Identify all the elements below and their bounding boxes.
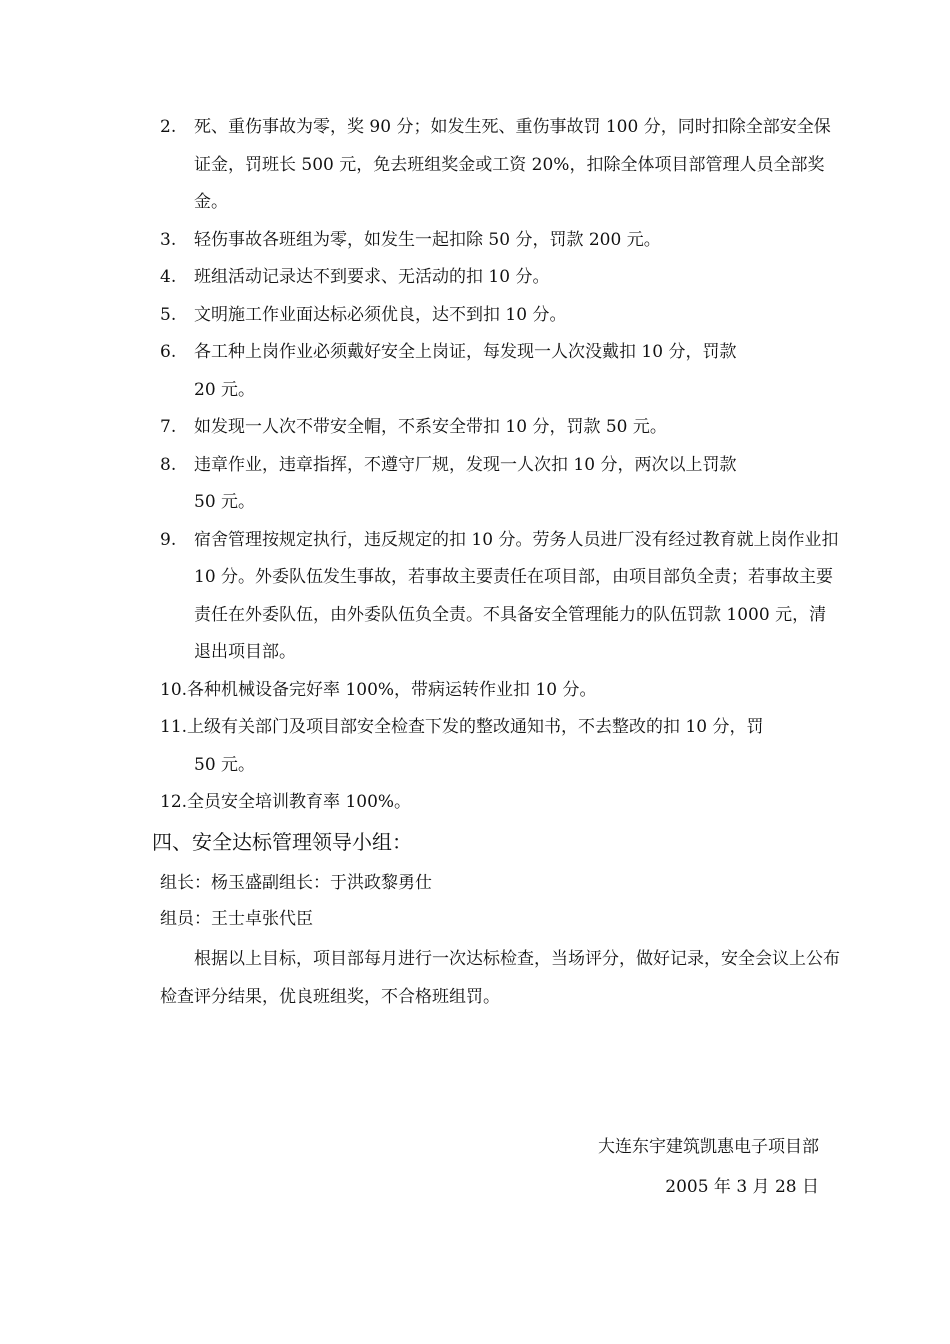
item-text: 宿舍管理按规定执行，违反规定的扣 10 分。劳务人员进厂没有经过教育就上岗作业扣 10 分。外委队伍发生事故，若事故主要责任在项目部，由项目部负全责；若事故主要责任在外委队伍，由外委队伍负全责。不具备安全管理能力的队伍罚款 1000 元，清退出项目部。	[194, 529, 839, 662]
item-text: 班组活动记录达不到要求、无活动的扣 10 分。	[194, 267, 550, 287]
item-text: 违章作业，违章指挥，不遵守厂规，发现一人次扣 10 分，两次以上罚款	[194, 454, 737, 475]
leaders-line: 组长：杨玉盛副组长：于洪政黎勇仕	[160, 873, 432, 893]
list-item	[160, 334, 840, 409]
item-text: 轻伤事故各班组为零，如发生一起扣除 50 分，罚款 200 元。	[194, 229, 661, 250]
item-number: 7.	[160, 417, 177, 437]
section-heading: 四、安全达标管理领导小组：	[152, 830, 412, 854]
item-number: 9.	[160, 529, 177, 550]
list-item	[160, 222, 840, 260]
item-number: 12.	[160, 792, 188, 812]
signature-date: 2005 年 3 月 28 日	[665, 1177, 819, 1197]
item-number: 10.	[160, 679, 188, 700]
list-item	[160, 259, 840, 297]
list-item	[160, 109, 840, 222]
item-number: 8.	[160, 454, 177, 475]
list-item	[160, 522, 840, 672]
list-item	[160, 784, 840, 822]
list-item	[160, 672, 840, 710]
item-text-continuation: 20 元。	[194, 379, 256, 400]
item-number: 2.	[160, 117, 177, 137]
item-text-continuation: 50 元。	[194, 492, 256, 512]
item-number: 3.	[160, 229, 177, 250]
item-text: 上级有关部门及项目部安全检查下发的整改通知书，不去整改的扣 10 分，罚	[187, 717, 764, 737]
item-text: 死、重伤事故为零，奖 90 分；如发生死、重伤事故罚 100 分，同时扣除全部安全保证金，罚班长 500 元，免去班组奖金或工资 20%，扣除全体项目部管理人员全部奖金。	[194, 117, 831, 212]
item-text-continuation: 50 元。	[194, 754, 256, 775]
rules-list	[160, 109, 840, 822]
list-item	[160, 709, 840, 784]
item-text: 各种机械设备完好率 100%，带病运转作业扣 10 分。	[187, 679, 597, 700]
list-item	[160, 447, 840, 522]
list-item	[160, 297, 840, 335]
signature-org: 大连东宇建筑凯惠电子项目部	[598, 1137, 819, 1157]
item-number: 4.	[160, 267, 177, 287]
item-text: 全员安全培训教育率 100%。	[187, 792, 412, 812]
item-number: 5.	[160, 304, 177, 325]
item-number: 11.	[160, 717, 188, 737]
item-text: 文明施工作业面达标必须优良，达不到扣 10 分。	[194, 304, 567, 325]
item-number: 6.	[160, 342, 177, 362]
members-line: 组员：王士卓张代臣	[160, 909, 313, 929]
item-text: 如发现一人次不带安全帽，不系安全带扣 10 分，罚款 50 元。	[194, 417, 667, 437]
item-text: 各工种上岗作业必须戴好安全上岗证，每发现一人次没戴扣 10 分，罚款	[194, 342, 737, 362]
summary-paragraph: 根据以上目标，项目部每月进行一次达标检查，当场评分，做好记录，安全会议上公布检查评分结果，优良班组奖，不合格班组罚。	[160, 949, 840, 1007]
list-item	[160, 409, 840, 447]
